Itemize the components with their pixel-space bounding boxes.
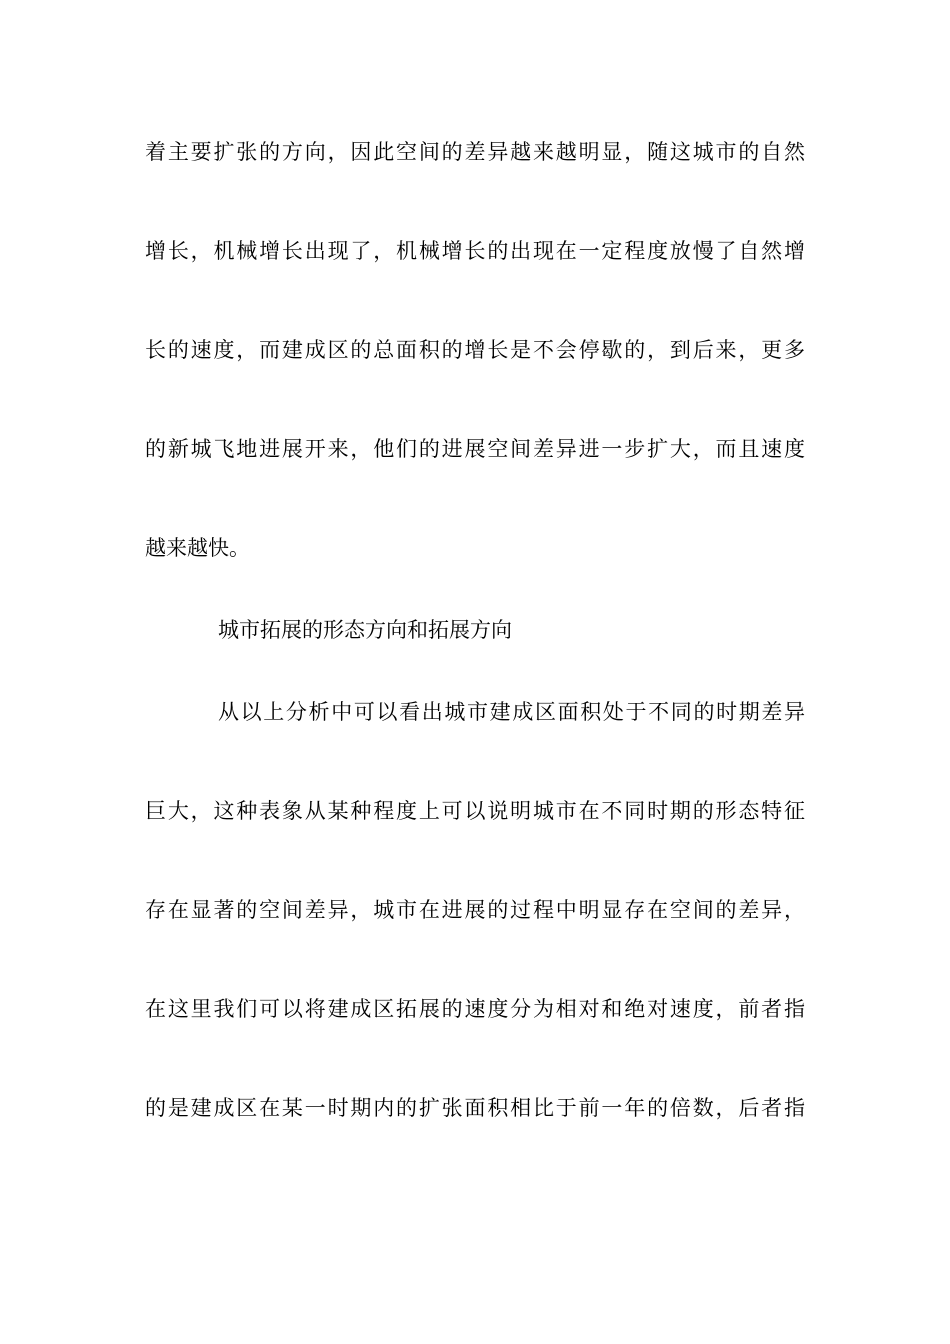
section-heading: 城市拓展的形态方向和拓展方向 — [218, 618, 512, 642]
paragraph-1-line-4: 的新城飞地进展开来，他们的进展空间差异进一步扩大，而且速度 — [145, 437, 805, 461]
paragraph-1-line-1: 着主要扩张的方向，因此空间的差异越来越明显，随这城市的自然 — [145, 140, 805, 164]
paragraph-2-line-4: 在这里我们可以将建成区拓展的速度分为相对和绝对速度，前者指 — [145, 997, 805, 1021]
paragraph-2-line-2: 巨大，这种表象从某种程度上可以说明城市在不同时期的形态特征 — [145, 799, 805, 823]
paragraph-2-line-1: 从以上分析中可以看出城市建成区面积处于不同的时期差异 — [218, 700, 805, 724]
paragraph-1-line-2: 增长，机械增长出现了，机械增长的出现在一定程度放慢了自然增 — [145, 239, 805, 263]
paragraph-1-line-3: 长的速度，而建成区的总面积的增长是不会停歇的，到后来，更多 — [145, 338, 805, 362]
paragraph-1-line-5: 越来越快。 — [145, 536, 250, 560]
paragraph-2-line-5: 的是建成区在某一时期内的扩张面积相比于前一年的倍数，后者指 — [145, 1096, 805, 1120]
paragraph-2-line-3: 存在显著的空间差异，城市在进展的过程中明显存在空间的差异， — [145, 898, 805, 922]
